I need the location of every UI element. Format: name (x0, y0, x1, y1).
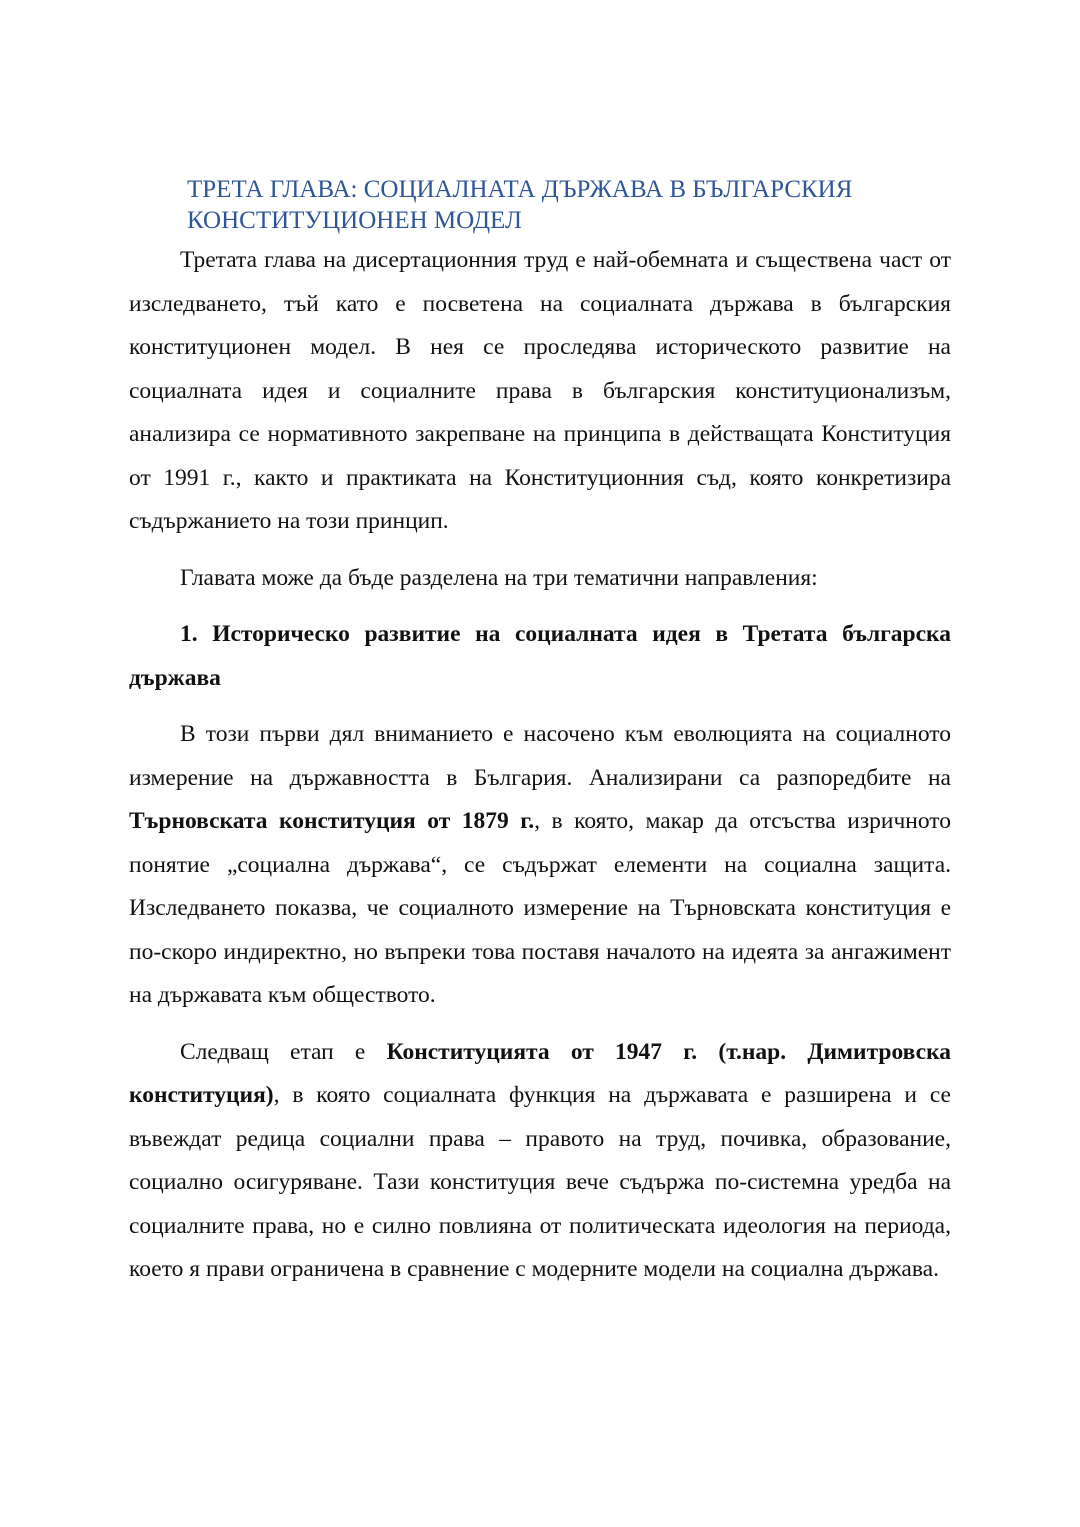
intro-paragraph: Третата глава на дисертационния труд е най-обемната и съществена част от изследването, тъй като е посветена на социалната държава в българския конституционен модел. В нея се проследява историческото развитие на социалната идея и социалните права в българския конституционализъм, анализира се нормативното закрепване на принципа в действащата Конституция от 1991 г., както и практиката на Конституционния съд, която конкретизира съдържанието на този принцип. (129, 247, 951, 534)
tarnovo-constitution-bold: Търновската конституция от 1879 г. (129, 808, 535, 834)
section-1-title: 1. Историческо развитие на социалната идея в Третата българска държава (129, 621, 951, 691)
document-body (129, 239, 951, 1292)
dimitrov-paragraph (129, 1031, 951, 1292)
chapter-heading-line-2: КОНСТИТУЦИОНЕН МОДЕЛ (187, 207, 522, 234)
dimitrov-text-start: Следващ етап е (180, 1038, 387, 1065)
chapter-heading-line-1: ТРЕТА ГЛАВА: СОЦИАЛНАТА ДЪРЖАВА В БЪЛГАРСКИЯ (187, 176, 853, 203)
tarnovo-text-end: , в която, макар да отсъства изричното понятие „социална държава“, се съдържат елементи на социална защита. Изследването показва, че социалното измерение на Търновската конституция е по-скоро индиректно, но въпреки това поставя началото на идеята за ангажимент на държавата към обществото. (129, 808, 951, 1008)
dimitrov-constitution-bold: Конституцията от 1947 г. (т.нар. Димитровска конституция) (129, 1038, 952, 1108)
directions-paragraph: Главата може да бъде разделена на три тематични направления: (180, 564, 818, 591)
dimitrov-text-end: , в която социалната функция на държавата е разширена и се въвеждат редица социални права – правото на труд, почивка, образование, социално осигуряване. Тази конституция вече съдържа по-системна уредба на социалните права, но е силно повлияна от политическата идеология на периода, което я прави ограничена в сравнение с модерните модели на социална държава. (129, 1082, 951, 1282)
tarnovo-text-start: В този първи дял вниманието е насочено към еволюцията на социалното измерение на държавността в България. Анализирани са разпоредбите на (129, 721, 951, 791)
tarnovo-paragraph (129, 713, 951, 1018)
chapter-heading (187, 174, 947, 236)
